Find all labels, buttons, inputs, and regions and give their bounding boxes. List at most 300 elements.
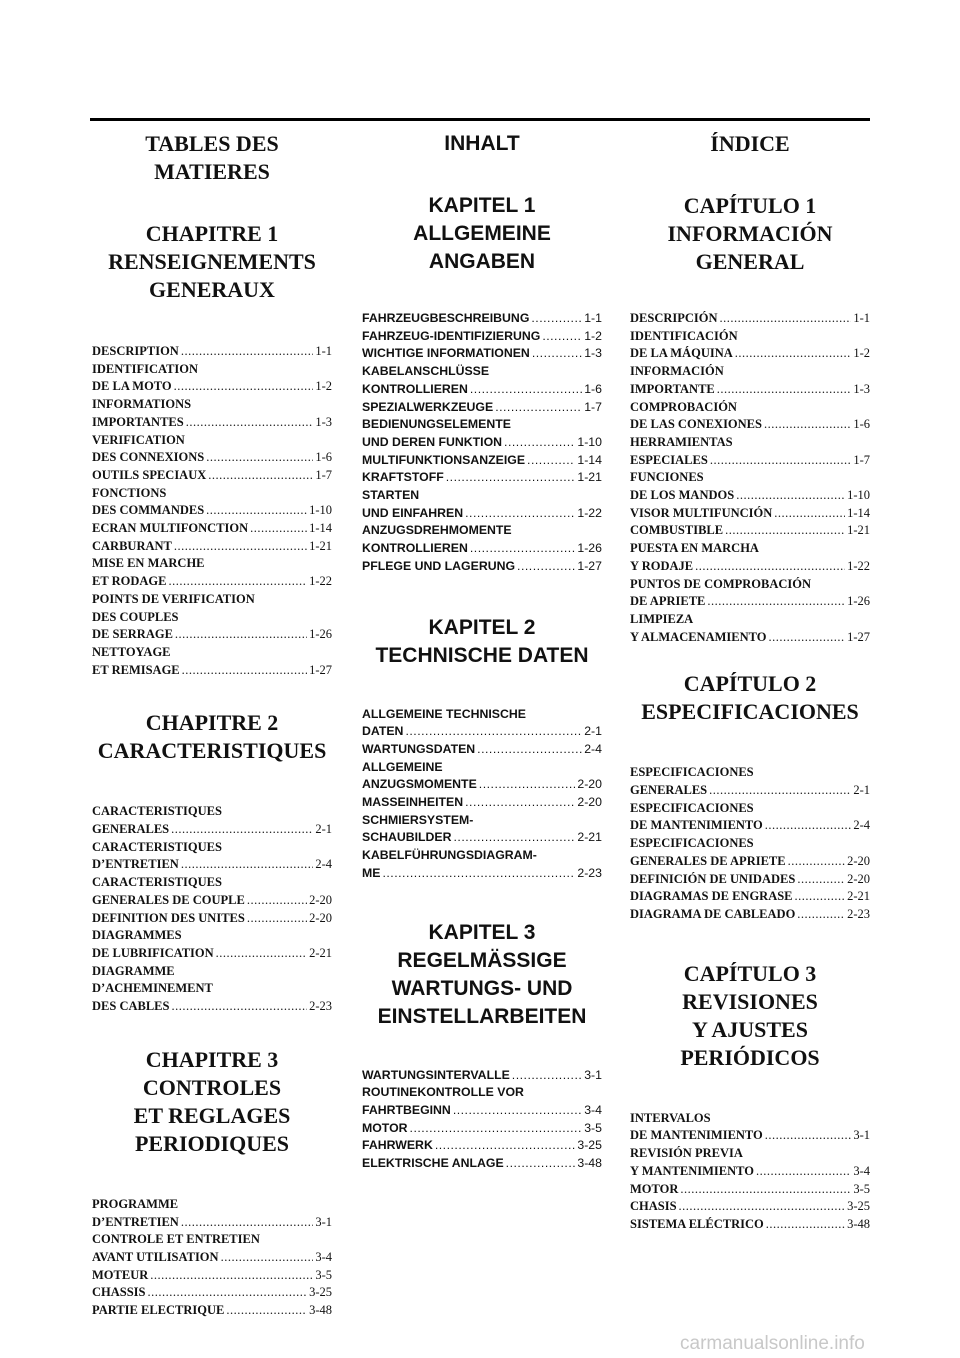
page-number: 2-1 [853,783,870,798]
toc-entry-row [630,906,870,924]
toc-entry[interactable] [92,467,332,485]
toc-entry[interactable] [92,485,332,520]
toc-entry-line: PUESTA EN MARCHA [630,541,759,556]
toc-entry[interactable] [92,396,332,431]
page-number: 1-3 [584,346,602,361]
de-chapter-1-toc [362,310,602,576]
toc-entry[interactable] [92,520,332,538]
toc-entry-line: SCHMIERSYSTEM- [362,812,474,827]
page-number: 2-20 [847,871,870,886]
toc-entry-line: COMPROBACIÓN [630,399,737,414]
dot-leader [405,723,582,741]
toc-entry-title: ANZUGSMOMENTE [362,777,477,792]
toc-entry[interactable] [362,328,602,346]
dot-leader [174,378,314,396]
dot-leader [226,1302,307,1320]
toc-entry-line: ANZUGSDREHMOMENTE [362,523,512,538]
toc-entry[interactable] [362,812,602,847]
toc-entry[interactable] [630,505,870,523]
toc-entry-row [630,853,870,871]
toc-entry-title: DE LAS CONEXIONES [630,417,762,432]
toc-entry-row [630,593,870,611]
toc-entry-title: KONTROLLIEREN [362,381,468,396]
page-number: 2-4 [315,857,332,872]
toc-entry[interactable] [362,469,602,487]
toc-entry[interactable] [362,847,602,882]
toc-entry-title: Y RODAJE [630,558,694,573]
toc-entry-title: DESCRIPCIÓN [630,311,718,325]
dot-leader [171,821,313,839]
dot-leader [216,945,307,963]
toc-entry[interactable] [92,1284,332,1302]
page-number: 1-26 [847,594,870,609]
dot-leader [527,452,575,470]
dot-leader [709,782,851,800]
toc-entry[interactable] [92,1231,332,1266]
fr-title: TABLES DES MATIERES [145,131,279,184]
toc-entry-title: DESCRIPTION [92,344,179,358]
toc-entry[interactable] [630,1145,870,1180]
toc-entry[interactable] [630,328,870,363]
toc-entry-row [630,817,870,835]
toc-entry-title: KRAFTSTOFF [362,470,444,485]
top-rule [90,118,870,121]
page-number: 1-14 [309,521,332,536]
toc-entry[interactable] [92,910,332,928]
page-number: 1-1 [584,311,602,325]
toc-entry-row [362,434,602,452]
page-number: 3-1 [315,1214,332,1229]
toc-entry[interactable] [92,591,332,644]
es-title: ÍNDICE [710,131,790,156]
toc-entry[interactable] [92,874,332,909]
toc-entry-row [92,1267,332,1285]
toc-entry[interactable] [630,434,870,469]
toc-entry-title: CHASIS [630,1199,677,1214]
page-number: 2-20 [577,777,602,792]
page-number: 2-1 [315,822,332,837]
page-number: 1-14 [847,505,870,520]
dot-leader [186,414,314,432]
toc-entry[interactable] [92,927,332,962]
toc-entry[interactable] [92,963,332,1016]
es-chapter-3-toc [630,1110,870,1234]
toc-entry-row [92,626,332,644]
dot-leader [175,626,307,644]
toc-entry-title: DEFINICIÓN DE UNIDADES [630,871,796,886]
toc-entry-title: SCHAUBILDER [362,830,452,845]
toc-entry-title: GENERALES DE APRIETE [630,853,786,868]
page-number: 1-2 [584,328,602,343]
toc-entry-line: CONTROLE ET ENTRETIEN [92,1232,260,1247]
dot-leader [435,1137,576,1155]
toc-entry-line: POINTS DE VERIFICATION [92,591,255,606]
toc-entry-title: AVANT UTILISATION [92,1249,219,1264]
toc-entry[interactable] [362,1137,602,1155]
toc-entry-line: VERIFICATION [92,432,185,447]
toc-entry-line: CARACTERISTIQUES [92,804,222,819]
page-number: 3-5 [853,1181,870,1196]
toc-entry-line: ALLGEMEINE TECHNISCHE [362,706,526,721]
toc-entry[interactable] [630,1110,870,1145]
page-number: 2-20 [847,853,870,868]
toc-entry-title: UND EINFAHREN [362,505,464,520]
toc-entry-title: PFLEGE UND LAGERUNG [362,558,516,573]
dot-leader [446,469,576,487]
page-number: 1-21 [309,538,332,553]
toc-entry-row [362,558,602,576]
page-number: 1-3 [853,381,870,396]
toc-entry[interactable] [362,345,602,363]
dot-leader [710,452,852,470]
toc-entry-title: DE LOS MANDOS [630,488,735,503]
page-number: 1-1 [853,311,870,325]
toc-entry-line: CARACTERISTIQUES [92,875,222,890]
dot-leader [221,1249,314,1267]
dot-leader [206,449,313,467]
page-number: 1-27 [847,629,870,644]
toc-entry-line: ALLGEMEINE [362,759,443,774]
toc-entry-title: ME [362,865,381,880]
toc-entry-title: MULTIFUNKTIONSANZEIGE [362,452,526,467]
toc-entry-title: DE APRIETE [630,594,706,609]
dot-leader [453,1102,582,1120]
toc-entry-line: PROGRAMME [92,1196,179,1211]
page-number: 1-1 [315,344,332,358]
toc-entry[interactable] [362,759,602,794]
toc-entry-row [630,381,870,399]
de-chapter-2-toc [362,706,602,883]
page-number: 2-21 [309,945,332,960]
dot-leader [168,573,307,591]
toc-entry[interactable] [630,540,870,575]
toc-entry-title: DE LUBRIFICATION [92,945,214,960]
dot-leader [531,310,582,328]
page-number: 2-4 [584,741,602,756]
dot-leader [765,817,852,835]
toc-entry[interactable] [630,1181,870,1199]
dot-leader [532,345,582,363]
dot-leader [725,522,845,540]
page-number: 1-10 [577,434,602,449]
toc-entry-row [362,469,602,487]
toc-entry-row [92,378,332,396]
dot-leader [717,381,852,399]
toc-entry-line: D’ACHEMINEMENT [92,981,213,996]
toc-entry[interactable] [362,452,602,470]
page-number: 3-4 [315,1249,332,1264]
toc-entry-line: ESPECIFICACIONES [630,800,754,815]
toc-entry-title: FAHRTBEGINN [362,1102,451,1117]
toc-entry-title: MOTOR [630,1181,679,1196]
toc-entry-line: STARTEN [362,488,420,503]
toc-entry-title: SPEZIALWERKZEUGE [362,399,494,414]
dot-leader [504,434,575,452]
toc-entry[interactable] [92,555,332,590]
toc-entry-row [92,343,332,361]
dot-leader [247,910,307,928]
dot-leader [695,558,845,576]
toc-entry-title: DE MANTENIMIENTO [630,818,763,833]
toc-entry-title: MASSEINHEITEN [362,795,464,810]
toc-entry[interactable] [362,558,602,576]
toc-entry-title: DES CONNEXIONS [92,450,205,465]
toc-entry-title: MOTOR [362,1120,408,1135]
toc-entry-row [92,449,332,467]
toc-entry[interactable] [362,741,602,759]
toc-entry-title: DIAGRAMA DE CABLEADO [630,906,796,921]
toc-entry-row [92,910,332,928]
toc-entry-row [92,573,332,591]
toc-entry-line: HERRAMIENTAS [630,434,733,449]
page-number: 1-6 [584,381,602,396]
toc-entry-line: DIAGRAMME [92,963,175,978]
dot-leader [148,1284,308,1302]
dot-leader [774,505,845,523]
toc-entry[interactable] [92,538,332,556]
de-chapter-3-heading: KAPITEL 3 REGELMÄSSIGE WARTUNGS- UND EINSTELLARBEITEN [377,920,587,1028]
toc-entry-row [630,1216,870,1234]
toc-entry-title: WICHTIGE INFORMATIONEN [362,346,530,361]
toc-entry[interactable] [630,611,870,646]
toc-entry[interactable] [630,522,870,540]
toc-entry-row [630,1198,870,1216]
page-number: 2-21 [847,889,870,904]
toc-entry[interactable] [362,522,602,557]
page-number: 1-10 [309,503,332,518]
toc-entry-row [362,345,602,363]
fr-chapter-3-toc [92,1196,332,1320]
page-number: 3-48 [577,1156,602,1171]
toc-entry[interactable] [630,363,870,398]
toc-entry[interactable] [362,1120,602,1138]
toc-entry-title: FAHRZEUGBESCHREIBUNG [362,311,530,325]
toc-entry-row [630,1163,870,1181]
toc-entry-line: PUNTOS DE COMPROBACIÓN [630,576,812,591]
toc-entry-title: PARTIE ELECTRIQUE [92,1303,225,1318]
toc-entry-row [92,502,332,520]
toc-entry-row [362,829,602,847]
page-number: 1-27 [309,662,332,677]
toc-entry-title: DIAGRAMAS DE ENGRASE [630,889,793,904]
toc-entry-row [362,1102,602,1120]
toc-entry[interactable] [630,469,870,504]
toc-entry-line: LIMPIEZA [630,611,694,626]
toc-entry-line: INFORMACIÓN [630,364,724,379]
page-number: 2-20 [309,892,332,907]
dot-leader [382,865,575,883]
page-number: 1-7 [584,399,602,414]
page-number: 1-14 [577,452,602,467]
toc-entry[interactable] [630,888,870,906]
toc-entry[interactable] [630,906,870,924]
toc-entry-row [92,1284,332,1302]
toc-entry[interactable] [362,363,602,398]
toc-entry-row [92,892,332,910]
page-number: 3-4 [853,1163,870,1178]
toc-entry-row [630,522,870,540]
dot-leader [517,558,575,576]
toc-entry-title: ET RODAGE [92,574,167,589]
toc-entry-row [362,723,602,741]
fr-chapter-2-heading: CHAPITRE 2 CARACTERISTIQUES [97,710,327,764]
toc-entry[interactable] [92,343,332,361]
toc-entry-title: ELEKTRISCHE ANLAGE [362,1156,504,1171]
toc-entry-row [362,399,602,417]
toc-entry-title: DE SERRAGE [92,627,173,642]
toc-entry[interactable] [362,310,602,328]
toc-entry-row [362,794,602,812]
toc-entry[interactable] [92,1302,332,1320]
toc-entry[interactable] [92,644,332,679]
toc-entry[interactable] [92,839,332,874]
toc-entry[interactable] [630,310,870,328]
page-number: 3-25 [577,1138,602,1153]
toc-entry[interactable] [362,1084,602,1119]
toc-entry-line: FONCTIONS [92,485,167,500]
dot-leader [181,856,314,874]
toc-entry[interactable] [630,399,870,434]
toc-entry-title: VISOR MULTIFUNCIÓN [630,505,773,520]
toc-entry[interactable] [362,1155,602,1173]
toc-entry-row [362,1155,602,1173]
toc-entry-row [362,381,602,399]
toc-entry-row [92,414,332,432]
toc-entry[interactable] [630,764,870,799]
dot-leader [707,593,845,611]
toc-entry-row [630,452,870,470]
page-number: 2-23 [847,906,870,921]
toc-entry-title: ESPECIALES [630,452,708,467]
toc-entry-title: D’ENTRETIEN [92,1214,179,1229]
toc-entry-line: ROUTINEKONTROLLE VOR [362,1085,524,1100]
dot-leader [735,345,852,363]
dot-leader [768,629,845,647]
toc-entry-title: IMPORTANTES [92,414,184,429]
toc-entry[interactable] [92,432,332,467]
toc-entry[interactable] [92,1196,332,1231]
dot-leader [795,888,846,906]
dot-leader [250,520,307,538]
page-number: 2-21 [577,830,602,845]
toc-entry-row [362,1137,602,1155]
toc-entry-title: CARBURANT [92,538,172,553]
toc-entry[interactable] [92,803,332,838]
toc-entry-row [630,505,870,523]
toc-entry[interactable] [362,1067,602,1085]
page-number: 1-2 [853,346,870,361]
toc-entry-title: DE LA MÁQUINA [630,346,733,361]
de-title: INHALT [444,132,520,155]
dot-leader [181,1214,314,1232]
toc-entry[interactable] [630,835,870,870]
toc-entry-row [630,1181,870,1199]
toc-entry-row [630,558,870,576]
toc-entry-row [362,776,602,794]
page-number: 2-20 [577,795,602,810]
dot-leader [465,505,575,523]
toc-entry[interactable] [362,416,602,451]
toc-entry[interactable] [630,800,870,835]
page-number: 3-1 [853,1128,870,1143]
toc-entry-row [630,782,870,800]
dot-leader [206,502,307,520]
dot-leader [506,1155,576,1173]
column-french [92,128,332,1320]
dot-leader [477,741,582,759]
toc-entry[interactable] [630,1198,870,1216]
toc-entry-title: WARTUNGSINTERVALLE [362,1067,510,1082]
toc-entry[interactable] [92,361,332,396]
toc-entry[interactable] [630,576,870,611]
toc-entry[interactable] [92,1267,332,1285]
dot-leader [765,1127,852,1145]
toc-entry-row [630,1127,870,1145]
toc-entry-title: ECRAN MULTIFONCTION [92,521,249,536]
page-number: 1-22 [847,558,870,573]
toc-entry-title: D’ENTRETIEN [92,857,179,872]
toc-entry-line: KABELFÜHRUNGSDIAGRAM- [362,848,537,863]
page-number: 2-4 [853,818,870,833]
toc-entry-row [362,865,602,883]
toc-entry-title: DE MANTENIMIENTO [630,1128,763,1143]
page-number: 2-23 [577,865,602,880]
toc-entry-title: CHASSIS [92,1285,146,1300]
es-chapter-1-heading: CAPÍTULO 1 INFORMACIÓN GENERAL [667,193,833,274]
toc-entry-line: IDENTIFICACIÓN [630,328,738,343]
page-number: 1-10 [847,488,870,503]
dot-leader [182,662,307,680]
dot-leader [788,853,845,871]
page-number: 1-6 [315,450,332,465]
toc-entry-row [362,328,602,346]
page-number: 1-7 [853,452,870,467]
toc-entry-title: MOTEUR [92,1267,149,1282]
toc-entry-title: FAHRZEUG-IDENTIFIZIERUNG [362,328,541,343]
toc-entry[interactable] [362,399,602,417]
toc-entry-title: ET REMISAGE [92,662,180,677]
es-chapter-2-heading: CAPÍTULO 2 ESPECIFICACIONES [641,671,859,725]
toc-entry-title: KONTROLLIEREN [362,541,468,556]
toc-entry-line: INFORMATIONS [92,397,192,412]
toc-entry-row [92,998,332,1016]
toc-entry-row [630,629,870,647]
toc-entry-line: CARACTERISTIQUES [92,839,222,854]
toc-entry-row [362,540,602,558]
toc-entry[interactable] [362,487,602,522]
toc-entry[interactable] [630,1216,870,1234]
de-chapter-3-toc [362,1067,602,1173]
toc-entry-title: Y ALMACENAMIENTO [630,629,767,644]
toc-entry-title: WARTUNGSDATEN [362,741,476,756]
toc-entry[interactable] [630,871,870,889]
toc-entry[interactable] [362,706,602,741]
dot-leader [797,906,845,924]
toc-entry-row [630,416,870,434]
toc-entry-row [362,741,602,759]
page-number: 3-1 [584,1067,602,1082]
toc-entry[interactable] [362,794,602,812]
toc-entry-row [92,662,332,680]
toc-entry-line: BEDIENUNGSELEMENTE [362,417,511,432]
toc-entry-line: NETTOYAGE [92,644,171,659]
page-number: 3-5 [315,1267,332,1282]
page-number: 3-25 [309,1285,332,1300]
fr-chapter-1-heading: CHAPITRE 1 RENSEIGNEMENTS GENERAUX [108,221,316,302]
fr-chapter-1-toc [92,343,332,679]
toc-entry-line: IDENTIFICATION [92,361,199,376]
page-number: 1-21 [577,470,602,485]
